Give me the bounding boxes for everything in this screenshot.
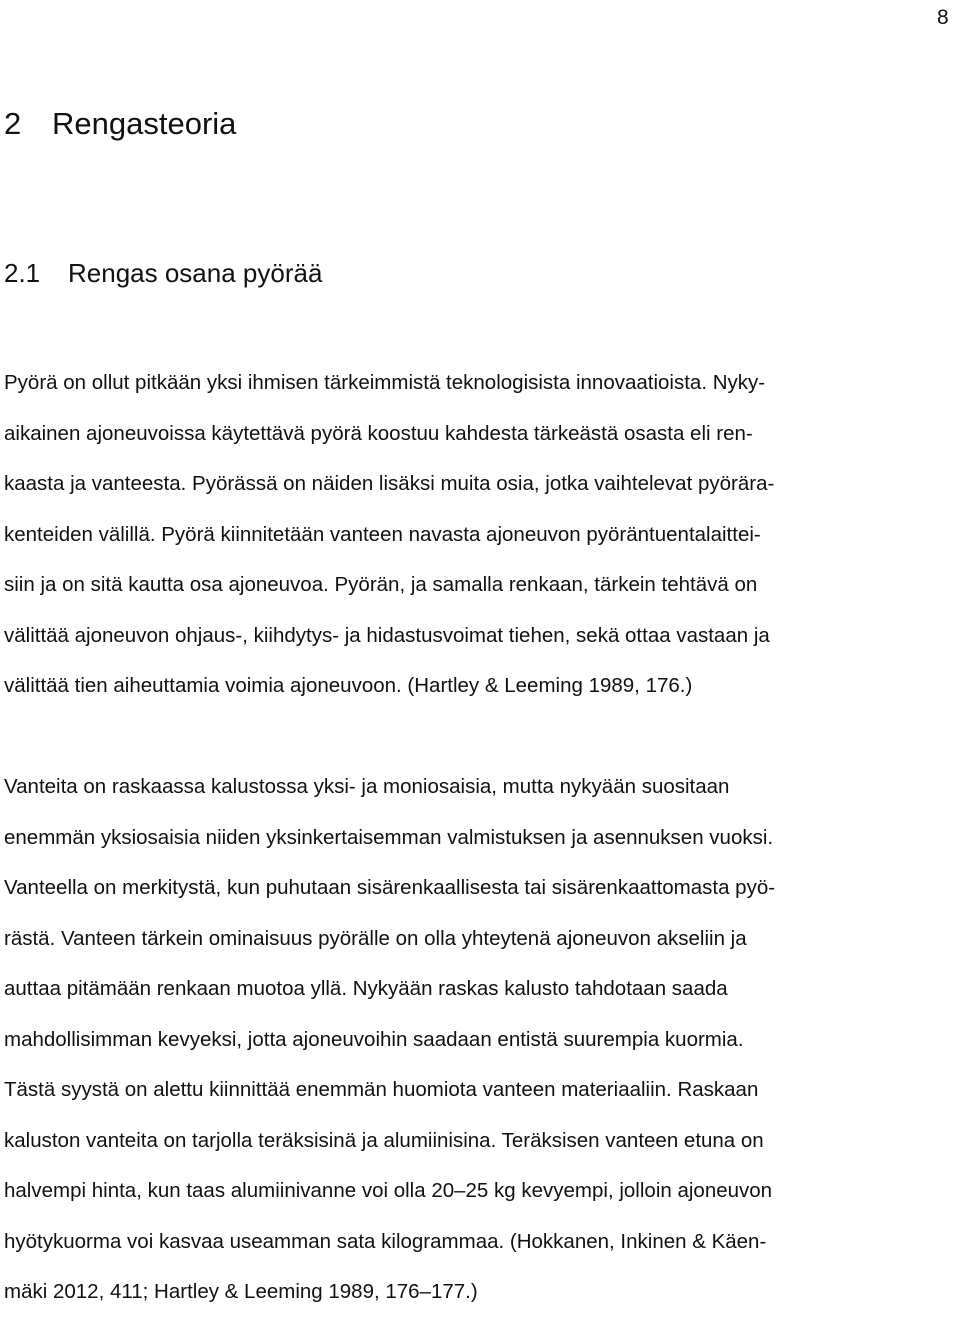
paragraph-rims	[4, 762, 960, 1318]
paragraph-line: Tästä syystä on alettu kiinnittää enemmän huomiota vanteen materiaaliin. Raskaan	[4, 1078, 759, 1101]
paragraph-line: Vanteella on merkitystä, kun puhutaan sisärenkaallisesta tai sisärenkaattomasta pyö-	[4, 876, 776, 899]
chapter-heading	[4, 104, 236, 144]
paragraph-line: hyötykuorma voi kasvaa useamman sata kilogrammaa. (Hokkanen, Inkinen & Käen-	[4, 1229, 767, 1253]
paragraph-line: kenteiden välillä. Pyörä kiinnitetään vanteen navasta ajoneuvon pyöräntuentalaittei-	[4, 522, 761, 546]
section-title: Rengas osana pyörää	[68, 258, 323, 288]
section-number: 2.1	[4, 258, 41, 288]
chapter-number: 2	[4, 106, 22, 141]
paragraph-line: mahdollisimman kevyeksi, jotta ajoneuvoihin saadaan entistä suurempia kuormia.	[4, 1027, 744, 1051]
paragraph-line: Pyörä on ollut pitkään yksi ihmisen tärkeimmistä teknologisista innovaatioista. Nyky-	[4, 371, 766, 394]
paragraph-line: kaasta ja vanteesta. Pyörässä on näiden lisäksi muita osia, jotka vaihtelevat pyörära-	[4, 472, 775, 495]
section-heading	[4, 256, 322, 290]
paragraph-line: siin ja on sitä kautta osa ajoneuvoa. Pyörän, ja samalla renkaan, tärkein tehtävä on	[4, 573, 758, 596]
paragraph-line: enemmän yksiosaisia niiden yksinkertaisemman valmistuksen ja asennuksen vuoksi.	[4, 825, 774, 849]
paragraph-wheel-intro	[4, 358, 960, 712]
paragraph-line: halvempi hinta, kun taas alumiinivanne voi olla 20–25 kg kevyempi, jolloin ajoneuvon	[4, 1179, 773, 1202]
paragraph-line: aikainen ajoneuvoissa käytettävä pyörä koostuu kahdesta tärkeästä osasta eli ren-	[4, 421, 753, 445]
paragraph-line: auttaa pitämään renkaan muotoa yllä. Nykyään raskas kalusto tahdotaan saada	[4, 977, 728, 1000]
paragraph-line: välittää tien aiheuttamia voimia ajoneuvoon. (Hartley & Leeming 1989, 176.)	[4, 674, 693, 697]
paragraph-line: mäki 2012, 411; Hartley & Leeming 1989, 176–177.)	[4, 1280, 478, 1303]
paragraph-line: rästä. Vanteen tärkein ominaisuus pyörälle on olla yhteytenä ajoneuvon akseliin ja	[4, 926, 747, 950]
paragraph-line: välittää ajoneuvon ohjaus-, kiihdytys- ja hidastusvoimat tiehen, sekä ottaa vastaan ja	[4, 623, 770, 647]
paragraph-line: kaluston vanteita on tarjolla teräksisinä ja alumiinisina. Teräksisen vanteen etuna on	[4, 1128, 764, 1152]
paragraph-line: Vanteita on raskaassa kalustossa yksi- ja moniosaisia, mutta nykyään suositaan	[4, 775, 730, 798]
page-number: 8	[937, 6, 949, 29]
chapter-title: Rengasteoria	[52, 106, 237, 141]
